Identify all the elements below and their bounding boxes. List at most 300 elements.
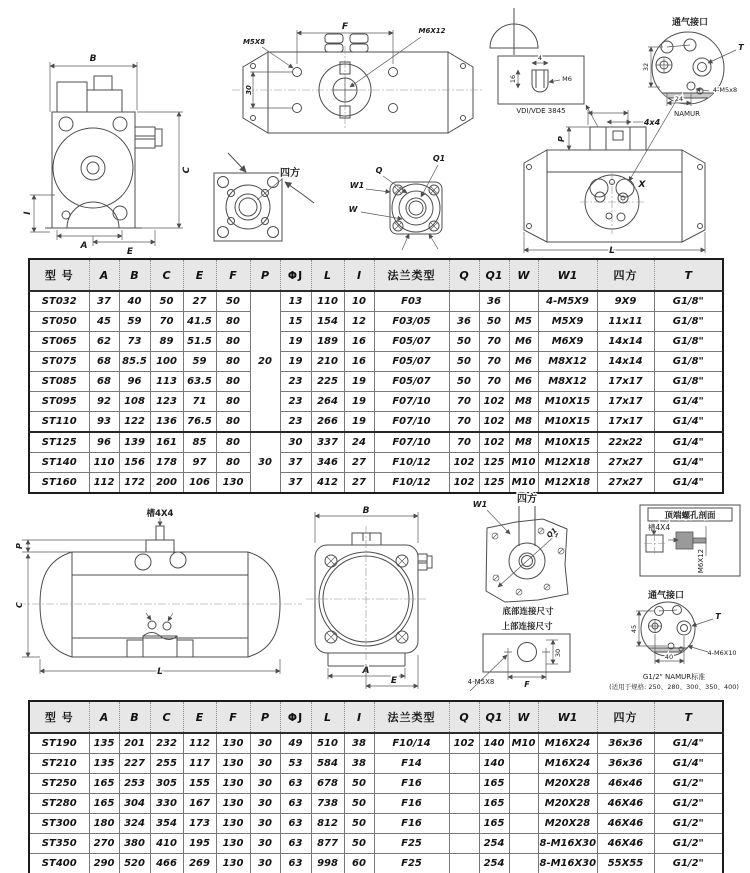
- table-cell: 19: [344, 372, 374, 392]
- table-cell: G1/8": [654, 372, 723, 392]
- table-cell: 63: [280, 854, 311, 873]
- table-cell: 80: [216, 312, 250, 332]
- table-cell: 70: [150, 312, 183, 332]
- vent-note-standard: G1/2" NAMUR标准: [642, 673, 706, 681]
- table-cell: 45: [89, 312, 119, 332]
- table-cell: 97: [183, 453, 216, 473]
- model-cell: ST160: [29, 473, 89, 494]
- table-cell: 80: [216, 352, 250, 372]
- p-group-cell: 20: [250, 291, 280, 432]
- table-cell: F14: [374, 754, 449, 774]
- column-header: W1: [538, 701, 597, 733]
- table-cell: 70: [449, 432, 479, 453]
- table-cell: M10: [509, 453, 538, 473]
- table-cell: 71: [183, 392, 216, 412]
- table-cell: [509, 814, 538, 834]
- model-cell: ST095: [29, 392, 89, 412]
- table-cell: M20X28: [538, 814, 597, 834]
- column-header: P: [250, 701, 280, 733]
- table-cell: 264: [311, 392, 344, 412]
- dim-label-f: F: [341, 22, 349, 32]
- table-cell: 96: [119, 372, 150, 392]
- table-cell: 112: [183, 733, 216, 754]
- dim-label-e: E: [390, 676, 398, 686]
- table-cell: 113: [150, 372, 183, 392]
- table-cell: 19: [280, 352, 311, 372]
- column-header: C: [150, 259, 183, 291]
- model-cell: ST065: [29, 332, 89, 352]
- table-cell: 30: [250, 754, 280, 774]
- table-cell: 50: [216, 291, 250, 312]
- label-4-m5x8: 4-M5x8: [712, 86, 738, 94]
- table-cell: G1/2": [654, 854, 723, 873]
- column-header: P: [250, 259, 280, 291]
- table-cell: 102: [449, 473, 479, 494]
- column-header: T: [654, 701, 723, 733]
- column-header: B: [119, 701, 150, 733]
- table-cell: 13: [280, 291, 311, 312]
- table-cell: M6: [509, 372, 538, 392]
- table-cell: 466: [150, 854, 183, 873]
- table-cell: 156: [119, 453, 150, 473]
- table-cell: 130: [216, 754, 250, 774]
- dim-label-l: L: [157, 667, 163, 677]
- column-header: F: [216, 259, 250, 291]
- table-cell: 117: [183, 754, 216, 774]
- label-m6: M6: [562, 75, 572, 83]
- label-4-m6x10: 4-M6X10: [707, 649, 737, 657]
- table-cell: 41.5: [183, 312, 216, 332]
- table-cell: 122: [119, 412, 150, 433]
- table-cell: M10X15: [538, 432, 597, 453]
- table-cell: F10/12: [374, 453, 449, 473]
- table-cell: G1/8": [654, 352, 723, 372]
- dim-label-p: P: [15, 543, 24, 549]
- thread-section-title: 顶端螺孔剖面: [664, 511, 716, 521]
- table-cell: 130: [216, 854, 250, 873]
- table-cell: 110: [311, 291, 344, 312]
- table-row: [29, 291, 723, 312]
- table-cell: 102: [479, 392, 509, 412]
- table-cell: G1/4": [654, 392, 723, 412]
- table-cell: G1/4": [654, 432, 723, 453]
- dim-label-a: A: [80, 241, 88, 251]
- table-cell: 266: [311, 412, 344, 433]
- table-row: [29, 352, 723, 372]
- table-cell: G1/8": [654, 291, 723, 312]
- table-cell: 63: [280, 814, 311, 834]
- table-cell: [509, 854, 538, 873]
- table-cell: M10X15: [538, 392, 597, 412]
- label-namur: NAMUR: [673, 110, 701, 118]
- table-cell: M16X24: [538, 754, 597, 774]
- table-cell: 27: [183, 291, 216, 312]
- dim-label-c: C: [182, 166, 192, 174]
- table-cell: 36: [479, 291, 509, 312]
- table-cell: 46X46: [597, 794, 654, 814]
- table-cell: 998: [311, 854, 344, 873]
- table-cell: 46X46: [597, 834, 654, 854]
- drawing-end-view-large: [306, 506, 432, 689]
- table-cell: 63: [280, 794, 311, 814]
- column-header: 型 号: [29, 701, 89, 733]
- dim-label-f: F: [524, 680, 530, 689]
- table-cell: M6: [509, 352, 538, 372]
- table-cell: 155: [183, 774, 216, 794]
- table-cell: 80: [216, 392, 250, 412]
- model-cell: ST190: [29, 733, 89, 754]
- label-m5x8: M5X8: [242, 38, 266, 46]
- model-cell: ST210: [29, 754, 89, 774]
- table-cell: 520: [119, 854, 150, 873]
- model-cell: ST140: [29, 453, 89, 473]
- table-cell: 304: [119, 794, 150, 814]
- table-cell: 38: [344, 733, 374, 754]
- table-cell: 180: [89, 814, 119, 834]
- table-cell: G1/8": [654, 312, 723, 332]
- table-cell: 678: [311, 774, 344, 794]
- vent-note-sizes: (适用于规格: 250、280、300、350、400): [609, 683, 739, 691]
- table-cell: 80: [216, 412, 250, 433]
- column-header: T: [654, 259, 723, 291]
- table-cell: M6X9: [538, 332, 597, 352]
- table-cell: F07/10: [374, 432, 449, 453]
- drawing-top-connection: [468, 621, 570, 691]
- table-cell: 135: [89, 733, 119, 754]
- model-cell: ST050: [29, 312, 89, 332]
- dim-label-a: A: [362, 666, 370, 676]
- table-cell: 27x27: [597, 473, 654, 494]
- table-cell: 80: [216, 453, 250, 473]
- table-cell: M8X12: [538, 372, 597, 392]
- table-cell: 410: [150, 834, 183, 854]
- dim-label-45: 45: [630, 624, 638, 634]
- label-w1: W1: [472, 500, 488, 509]
- table-cell: M10X15: [538, 412, 597, 433]
- table-cell: 200: [150, 473, 183, 494]
- column-header: 法兰类型: [374, 259, 449, 291]
- drawing-bottom-view: [232, 22, 482, 133]
- column-header: Q: [449, 701, 479, 733]
- table-cell: 50: [344, 834, 374, 854]
- column-header: L: [311, 701, 344, 733]
- dim-label-40: 40: [664, 653, 674, 661]
- table-cell: 380: [119, 834, 150, 854]
- table-cell: 89: [150, 332, 183, 352]
- table-cell: 232: [150, 733, 183, 754]
- column-header: Q1: [479, 701, 509, 733]
- table-cell: 37: [280, 473, 311, 494]
- model-cell: ST032: [29, 291, 89, 312]
- dimension-table-2: [28, 700, 724, 873]
- table-cell: 19: [344, 392, 374, 412]
- table-cell: 337: [311, 432, 344, 453]
- table-cell: 877: [311, 834, 344, 854]
- table-cell: 36x36: [597, 754, 654, 774]
- table-cell: 11x11: [597, 312, 654, 332]
- model-cell: ST085: [29, 372, 89, 392]
- table-cell: M20X28: [538, 794, 597, 814]
- table-cell: 68: [89, 352, 119, 372]
- table-cell: 70: [479, 332, 509, 352]
- drawing-square-flange: [214, 153, 314, 241]
- column-header: 型 号: [29, 259, 89, 291]
- table-cell: 123: [150, 392, 183, 412]
- table-cell: 100: [150, 352, 183, 372]
- table-cell: 738: [311, 794, 344, 814]
- table-row: [29, 312, 723, 332]
- table-cell: 30: [250, 774, 280, 794]
- vent-port-title: 通气接口: [671, 18, 709, 28]
- drawing-side-view-small: [23, 54, 192, 257]
- table-cell: 130: [216, 794, 250, 814]
- model-cell: ST075: [29, 352, 89, 372]
- drawing-front-view: [524, 110, 705, 256]
- column-header: Q: [449, 259, 479, 291]
- model-cell: ST350: [29, 834, 89, 854]
- label-slot-4x4: 槽4X4: [146, 509, 174, 519]
- bottom-conn-caption: 底部连接尺寸: [502, 607, 554, 617]
- table-cell: G1/8": [654, 332, 723, 352]
- table-cell: [449, 834, 479, 854]
- label-m6x12: M6X12: [418, 27, 446, 35]
- table-cell: 195: [183, 834, 216, 854]
- table-cell: 19: [344, 412, 374, 433]
- table-cell: 46x46: [597, 774, 654, 794]
- table-cell: 27: [344, 453, 374, 473]
- model-cell: ST125: [29, 432, 89, 453]
- table-cell: 36x36: [597, 733, 654, 754]
- table-cell: [449, 814, 479, 834]
- label-4x4-slot: 4x4: [643, 118, 661, 127]
- table-cell: M5: [509, 312, 538, 332]
- table-cell: M10: [509, 733, 538, 754]
- dim-label-4: 4: [537, 54, 543, 62]
- table-cell: G1/2": [654, 774, 723, 794]
- table-cell: 165: [479, 794, 509, 814]
- dim-label-l: L: [609, 246, 615, 256]
- dim-label-i: I: [23, 211, 33, 215]
- table-cell: 70: [479, 352, 509, 372]
- table-cell: F03/05: [374, 312, 449, 332]
- screw-icons: [492, 528, 564, 595]
- column-header: A: [89, 701, 119, 733]
- table-cell: 305: [150, 774, 183, 794]
- dim-label-30: 30: [245, 85, 253, 95]
- table-cell: [449, 774, 479, 794]
- table-row: [29, 774, 723, 794]
- table-cell: 130: [216, 733, 250, 754]
- table-cell: 254: [479, 854, 509, 873]
- table-cell: 510: [311, 733, 344, 754]
- table-cell: 130: [216, 473, 250, 494]
- table-cell: M6: [509, 332, 538, 352]
- table-cell: 140: [479, 754, 509, 774]
- table-cell: 269: [183, 854, 216, 873]
- table-cell: G1/2": [654, 834, 723, 854]
- table-cell: 167: [183, 794, 216, 814]
- table-cell: [509, 774, 538, 794]
- table-cell: 354: [150, 814, 183, 834]
- table-cell: 106: [183, 473, 216, 494]
- table-cell: F07/10: [374, 412, 449, 433]
- table-cell: 30: [250, 854, 280, 873]
- drawing-side-view-large: [15, 508, 302, 677]
- table-cell: 10: [344, 291, 374, 312]
- drawing-vent-port-top: [629, 16, 744, 181]
- table-cell: 12: [344, 312, 374, 332]
- label-t: T: [715, 612, 721, 621]
- table-cell: 290: [89, 854, 119, 873]
- table-cell: F10/12: [374, 473, 449, 494]
- table-cell: F25: [374, 854, 449, 873]
- table-cell: M8: [509, 432, 538, 453]
- column-header: ΦJ: [280, 701, 311, 733]
- table-cell: 165: [479, 774, 509, 794]
- table-cell: 201: [119, 733, 150, 754]
- table-cell: [509, 834, 538, 854]
- table-cell: 225: [311, 372, 344, 392]
- table-cell: 70: [449, 412, 479, 433]
- table-cell: 102: [479, 432, 509, 453]
- column-header: E: [183, 259, 216, 291]
- dimension-table-small-sizes: [28, 258, 724, 494]
- label-q1: Q1: [432, 154, 446, 163]
- table-cell: 412: [311, 473, 344, 494]
- table-cell: 16: [344, 352, 374, 372]
- column-header: F: [216, 701, 250, 733]
- table-cell: F16: [374, 794, 449, 814]
- table-cell: 36: [449, 312, 479, 332]
- table-cell: 346: [311, 453, 344, 473]
- table-cell: 73: [119, 332, 150, 352]
- table-cell: 8-M16X30: [538, 834, 597, 854]
- label-w: W: [348, 205, 358, 214]
- drawing-thread-section: [640, 505, 740, 576]
- table-cell: 165: [89, 774, 119, 794]
- table-cell: M12X18: [538, 453, 597, 473]
- table-cell: 85.5: [119, 352, 150, 372]
- table-cell: 165: [89, 794, 119, 814]
- drawing-dome-detail: [490, 8, 538, 55]
- table-cell: 112: [89, 473, 119, 494]
- table-cell: 50: [344, 774, 374, 794]
- table-cell: 14x14: [597, 352, 654, 372]
- table-cell: 130: [216, 834, 250, 854]
- column-header: W1: [538, 259, 597, 291]
- table-cell: G1/4": [654, 754, 723, 774]
- top-conn-title: 上部连接尺寸: [501, 622, 553, 632]
- table-cell: 178: [150, 453, 183, 473]
- square-title: 四方: [517, 494, 537, 505]
- header-row: [29, 259, 723, 291]
- table-cell: F05/07: [374, 372, 449, 392]
- table-cell: 14x14: [597, 332, 654, 352]
- table-cell: G1/4": [654, 412, 723, 433]
- table-cell: 59: [183, 352, 216, 372]
- table-cell: 227: [119, 754, 150, 774]
- technical-drawings-middle: [0, 488, 750, 700]
- table-row: [29, 453, 723, 473]
- table-cell: 50: [449, 372, 479, 392]
- table-row: [29, 432, 723, 453]
- table-cell: 93: [89, 412, 119, 433]
- table-cell: 76.5: [183, 412, 216, 433]
- table-cell: 130: [216, 814, 250, 834]
- table-cell: 136: [150, 412, 183, 433]
- table-row: [29, 733, 723, 754]
- table-cell: [449, 291, 479, 312]
- table-cell: 50: [344, 794, 374, 814]
- table-cell: G1/2": [654, 814, 723, 834]
- table-cell: [509, 291, 538, 312]
- table-cell: 63: [280, 774, 311, 794]
- table-cell: F03: [374, 291, 449, 312]
- table-cell: F10/14: [374, 733, 449, 754]
- header-row: [29, 701, 723, 733]
- table-cell: M8: [509, 412, 538, 433]
- table-cell: 584: [311, 754, 344, 774]
- table-cell: 19: [280, 332, 311, 352]
- label-square-drive: 四方: [280, 168, 300, 179]
- table-cell: 49: [280, 733, 311, 754]
- table-cell: 17x17: [597, 372, 654, 392]
- dim-label-b: B: [362, 506, 370, 516]
- label-q1: Q1: [545, 526, 559, 540]
- dim-label-c: C: [15, 602, 24, 608]
- model-cell: ST400: [29, 854, 89, 873]
- table-cell: 80: [216, 432, 250, 453]
- table-cell: [449, 754, 479, 774]
- table-cell: F25: [374, 834, 449, 854]
- table-row: [29, 814, 723, 834]
- table-cell: 60: [344, 854, 374, 873]
- table-cell: 165: [479, 814, 509, 834]
- dim-label-b: B: [89, 54, 97, 64]
- drawing-bottom-connection: [473, 492, 568, 617]
- table-cell: M10: [509, 473, 538, 494]
- dimension-table-1: [28, 258, 724, 494]
- table-cell: 24: [344, 432, 374, 453]
- table-cell: 27x27: [597, 453, 654, 473]
- table-cell: 30: [250, 794, 280, 814]
- p-group-cell: 30: [250, 432, 280, 493]
- column-header: I: [344, 259, 374, 291]
- table-cell: 50: [479, 312, 509, 332]
- column-header: W: [509, 701, 538, 733]
- table-cell: 4-M5X9: [538, 291, 597, 312]
- label-w1: W1: [349, 181, 365, 190]
- model-cell: ST280: [29, 794, 89, 814]
- table-cell: G1/2": [654, 794, 723, 814]
- table-cell: 38: [344, 754, 374, 774]
- table-cell: 139: [119, 432, 150, 453]
- table-cell: 812: [311, 814, 344, 834]
- column-header: B: [119, 259, 150, 291]
- table-row: [29, 392, 723, 412]
- table-cell: [509, 794, 538, 814]
- table-cell: 27: [344, 473, 374, 494]
- table-cell: 30: [250, 814, 280, 834]
- table-cell: 50: [150, 291, 183, 312]
- drawing-vdivde-detail: [498, 54, 598, 127]
- table-cell: 110: [89, 453, 119, 473]
- label-4-m5x8: 4-M5X8: [467, 678, 495, 686]
- table-cell: 30: [250, 834, 280, 854]
- table-cell: 92: [89, 392, 119, 412]
- table-cell: 23: [280, 372, 311, 392]
- table-cell: 62: [89, 332, 119, 352]
